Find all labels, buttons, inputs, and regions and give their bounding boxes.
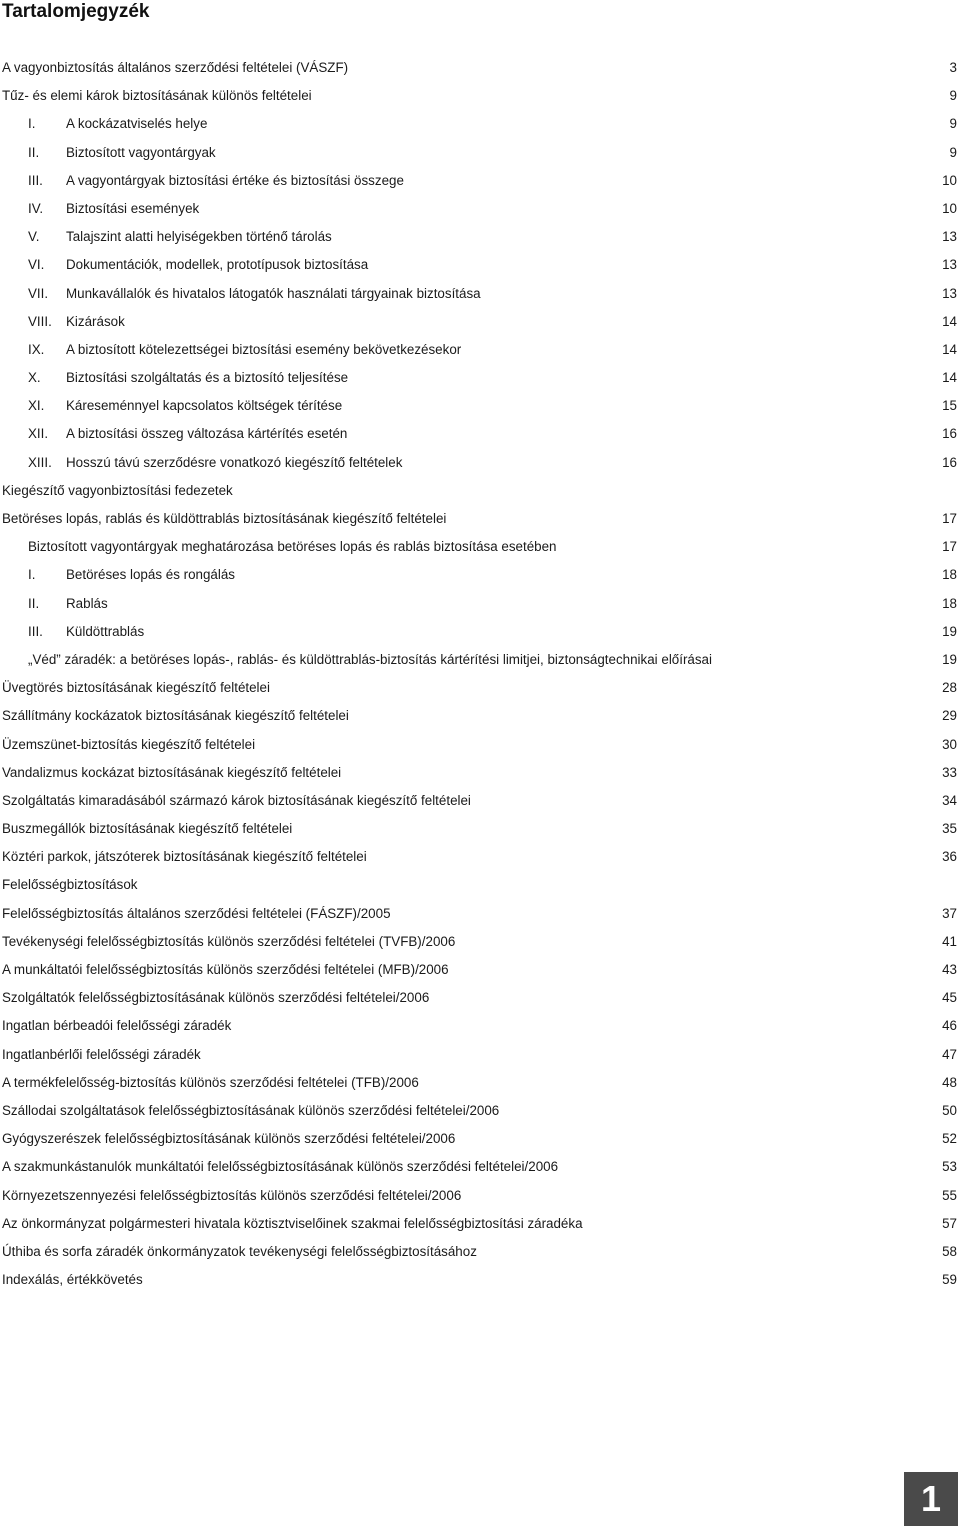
toc-entry-page: 36 (942, 849, 957, 865)
toc-entry[interactable] (0, 223, 960, 251)
toc-entry-page: 52 (942, 1131, 957, 1147)
toc-entry[interactable] (0, 928, 960, 956)
toc-entry[interactable] (0, 815, 960, 843)
toc-entry[interactable] (0, 1069, 960, 1097)
toc-entry[interactable] (0, 674, 960, 702)
toc-entry-page: 13 (942, 257, 957, 273)
toc-entry-page: 43 (942, 962, 957, 977)
toc-entry-page: 15 (942, 398, 957, 414)
toc-entry-title: Az önkormányzat polgármesteri hivatala köztisztviselőinek szakmai felelősségbiztosítási záradéka (2, 1215, 583, 1231)
toc-entry-page: 19 (942, 651, 957, 667)
toc-entry-page: 19 (942, 623, 957, 639)
toc-entry[interactable] (0, 167, 960, 195)
toc-entry[interactable] (0, 646, 960, 674)
toc-entry[interactable] (0, 392, 960, 420)
toc-entry-title: Úthiba és sorfa záradék önkormányzatok tevékenységi felelősségbiztosításához (2, 1243, 477, 1259)
toc-entry[interactable] (0, 1182, 960, 1210)
toc-entry[interactable] (0, 871, 960, 899)
toc-entry-number: III. (28, 623, 43, 639)
toc-entry-title: Biztosítási események (66, 200, 200, 216)
toc-entry[interactable] (0, 505, 960, 533)
toc-entry-number: V. (28, 229, 40, 245)
toc-entry-page: 18 (942, 595, 957, 611)
toc-entry-page: 34 (942, 792, 957, 808)
toc-entry-title: Talajszint alatti helyiségekben történő tárolás (66, 229, 332, 245)
toc-entry[interactable] (0, 54, 960, 82)
toc-entry-page: 13 (942, 229, 957, 245)
toc-entry-title: Vandalizmus kockázat biztosításának kiegészítő feltételei (2, 764, 342, 780)
toc-entry-title: Dokumentációk, modellek, prototípusok biztosítása (66, 257, 369, 273)
toc-entry[interactable] (0, 251, 960, 279)
toc-entry-number: XIII. (28, 454, 52, 470)
toc-entry-title: Köztéri parkok, játszóterek biztosításának kiegészítő feltételei (2, 849, 367, 865)
toc-entry-number: VIII. (28, 313, 52, 329)
toc-entry[interactable] (0, 900, 960, 928)
toc-entry-title: Üzemszünet-biztosítás kiegészítő feltételei (2, 736, 256, 752)
toc-entry-page: 3 (949, 60, 957, 75)
toc-entry-title: A biztosítási összeg változása kártérítés esetén (66, 426, 348, 442)
toc-entry-number: VI. (28, 257, 45, 273)
toc-entry[interactable] (0, 1125, 960, 1153)
toc-entry[interactable] (0, 1041, 960, 1069)
table-of-contents (0, 54, 960, 1294)
toc-entry[interactable] (0, 280, 960, 308)
toc-entry[interactable] (0, 82, 960, 110)
toc-entry-page: 13 (942, 285, 957, 301)
toc-entry-page: 33 (942, 764, 957, 780)
toc-entry-page: 17 (942, 511, 957, 526)
toc-entry[interactable] (0, 139, 960, 167)
toc-entry[interactable] (0, 618, 960, 646)
toc-entry-page: 59 (942, 1272, 957, 1288)
toc-entry-number: XI. (28, 398, 45, 414)
toc-entry-number: II. (28, 595, 40, 611)
page-number-badge: 1 (904, 1472, 958, 1526)
toc-entry[interactable] (0, 477, 960, 505)
toc-entry-title: Ingatlanbérlői felelősségi záradék (2, 1046, 201, 1062)
toc-entry[interactable] (0, 533, 960, 561)
toc-entry-title: Betöréses lopás, rablás és küldöttrablás biztosításának kiegészítő feltételei (2, 511, 447, 526)
toc-entry[interactable] (0, 1153, 960, 1181)
toc-entry[interactable] (0, 702, 960, 730)
page-title: Tartalomjegyzék (2, 1, 150, 22)
toc-entry-page: 17 (942, 539, 957, 555)
toc-entry-page: 9 (949, 88, 957, 104)
toc-entry-title: Szállodai szolgáltatások felelősségbiztosításának különös szerződési feltételei/2006 (2, 1102, 500, 1118)
toc-entry-title: Kiegészítő vagyonbiztosítási fedezetek (2, 482, 233, 498)
toc-entry[interactable] (0, 561, 960, 589)
toc-entry-page: 14 (942, 341, 957, 357)
toc-entry-title: A vagyontárgyak biztosítási értéke és biztosítási összege (66, 172, 404, 188)
toc-entry-number: I. (28, 116, 36, 132)
toc-entry-number: VII. (28, 285, 49, 301)
toc-entry-title: Felelősségbiztosítások (2, 877, 138, 893)
toc-entry-title: Buszmegállók biztosításának kiegészítő feltételei (2, 821, 293, 837)
toc-entry[interactable] (0, 195, 960, 223)
toc-entry[interactable] (0, 110, 960, 138)
toc-entry-title: A szakmunkástanulók munkáltatói felelősségbiztosításának különös szerződési feltételei/2006 (2, 1159, 559, 1175)
toc-entry-title: Üvegtörés biztosításának kiegészítő feltételei (2, 680, 270, 696)
toc-entry[interactable] (0, 1097, 960, 1125)
toc-entry[interactable] (0, 956, 960, 984)
toc-entry-number: II. (28, 144, 40, 160)
toc-entry[interactable] (0, 984, 960, 1012)
toc-entry-title: Felelősségbiztosítás általános szerződési feltételei (FÁSZF)/2005 (2, 905, 391, 921)
toc-entry-title: „Véd” záradék: a betöréses lopás-, rablás- és küldöttrablás-biztosítás kártérítési limitjei, biztonságtechnikai előírásai (28, 651, 712, 667)
toc-entry-title: Tevékenységi felelősségbiztosítás különös szerződési feltételei (TVFB)/2006 (2, 933, 456, 949)
toc-entry-title: Biztosított vagyontárgyak (66, 144, 216, 160)
toc-entry-title: A kockázatviselés helye (66, 116, 208, 132)
toc-entry[interactable] (0, 1266, 960, 1294)
toc-entry-title: Szállítmány kockázatok biztosításának kiegészítő feltételei (2, 708, 349, 724)
toc-entry-page: 16 (942, 454, 957, 470)
toc-entry-page: 48 (942, 1074, 957, 1090)
toc-entry-page: 9 (949, 144, 957, 160)
toc-entry-page: 9 (949, 116, 957, 132)
toc-entry[interactable] (0, 731, 960, 759)
toc-entry[interactable] (0, 1210, 960, 1238)
toc-entry-title: Tűz- és elemi károk biztosításának különös feltételei (2, 88, 312, 104)
toc-entry-title: Munkavállalók és hivatalos látogatók használati tárgyainak biztosítása (66, 285, 481, 301)
toc-entry-title: Küldöttrablás (66, 623, 145, 639)
toc-entry-page: 57 (942, 1215, 957, 1231)
toc-entry-title: Indexálás, értékkövetés (2, 1272, 143, 1288)
toc-entry-title: Gyógyszerészek felelősségbiztosításának különös szerződési feltételei/2006 (2, 1131, 456, 1147)
toc-entry[interactable] (0, 420, 960, 448)
toc-entry-number: III. (28, 172, 43, 188)
toc-entry-page: 10 (942, 200, 957, 216)
toc-entry-title: Szolgáltatók felelősségbiztosításának különös szerződési feltételei/2006 (2, 990, 430, 1006)
toc-entry-number: X. (28, 370, 41, 386)
toc-entry-title: A biztosított kötelezettségei biztosítási esemény bekövetkezésekor (66, 341, 462, 357)
toc-entry-title: Szolgáltatás kimaradásából származó károk biztosításának kiegészítő feltételei (2, 792, 471, 808)
toc-entry-page: 46 (942, 1018, 957, 1034)
toc-entry[interactable] (0, 308, 960, 336)
toc-entry-number: I. (28, 567, 36, 583)
toc-entry-page: 53 (942, 1159, 957, 1175)
toc-entry-page: 50 (942, 1102, 957, 1118)
toc-entry-page: 47 (942, 1046, 957, 1062)
toc-entry[interactable] (0, 843, 960, 871)
toc-entry-page: 14 (942, 370, 957, 386)
toc-entry[interactable] (0, 787, 960, 815)
toc-entry-page: 55 (942, 1187, 957, 1203)
toc-entry-page: 10 (942, 172, 957, 188)
toc-entry-page: 14 (942, 313, 957, 329)
toc-entry[interactable] (0, 364, 960, 392)
toc-entry[interactable] (0, 1012, 960, 1040)
toc-entry-number: XII. (28, 426, 49, 442)
toc-entry-title: A munkáltatói felelősségbiztosítás különös szerződési feltételei (MFB)/2006 (2, 962, 449, 977)
toc-entry-page: 30 (942, 736, 957, 752)
toc-entry-number: IX. (28, 341, 45, 357)
toc-entry-page: 45 (942, 990, 957, 1006)
toc-entry-page: 18 (942, 567, 957, 583)
toc-entry-title: Biztosított vagyontárgyak meghatározása betöréses lopás és rablás biztosítása esetében (28, 539, 557, 555)
toc-entry-title: A termékfelelősség-biztosítás különös szerződési feltételei (TFB)/2006 (2, 1074, 419, 1090)
toc-entry-title: Környezetszennyezési felelősségbiztosítás különös szerződési feltételei/2006 (2, 1187, 462, 1203)
toc-entry-number: IV. (28, 200, 44, 216)
toc-entry-title: Kizárások (66, 313, 125, 329)
toc-entry-page: 58 (942, 1243, 957, 1259)
toc-entry-page: 35 (942, 821, 957, 837)
toc-entry-title: A vagyonbiztosítás általános szerződési feltételei (VÁSZF) (2, 60, 349, 75)
toc-entry[interactable] (0, 336, 960, 364)
toc-entry-title: Káreseménnyel kapcsolatos költségek térítése (66, 398, 343, 414)
toc-entry[interactable] (0, 590, 960, 618)
toc-entry[interactable] (0, 449, 960, 477)
toc-entry-title: Hosszú távú szerződésre vonatkozó kiegészítő feltételek (66, 454, 403, 470)
toc-entry[interactable] (0, 1238, 960, 1266)
toc-entry[interactable] (0, 759, 960, 787)
toc-entry-page: 29 (942, 708, 957, 724)
toc-entry-title: Biztosítási szolgáltatás és a biztosító teljesítése (66, 370, 349, 386)
toc-entry-title: Rablás (66, 595, 108, 611)
toc-entry-page: 16 (942, 426, 957, 442)
toc-entry-page: 41 (942, 933, 957, 949)
toc-entry-page: 28 (942, 680, 957, 696)
toc-entry-title: Ingatlan bérbeadói felelősségi záradék (2, 1018, 232, 1034)
toc-entry-page: 37 (942, 905, 957, 921)
toc-entry-title: Betöréses lopás és rongálás (66, 567, 235, 583)
